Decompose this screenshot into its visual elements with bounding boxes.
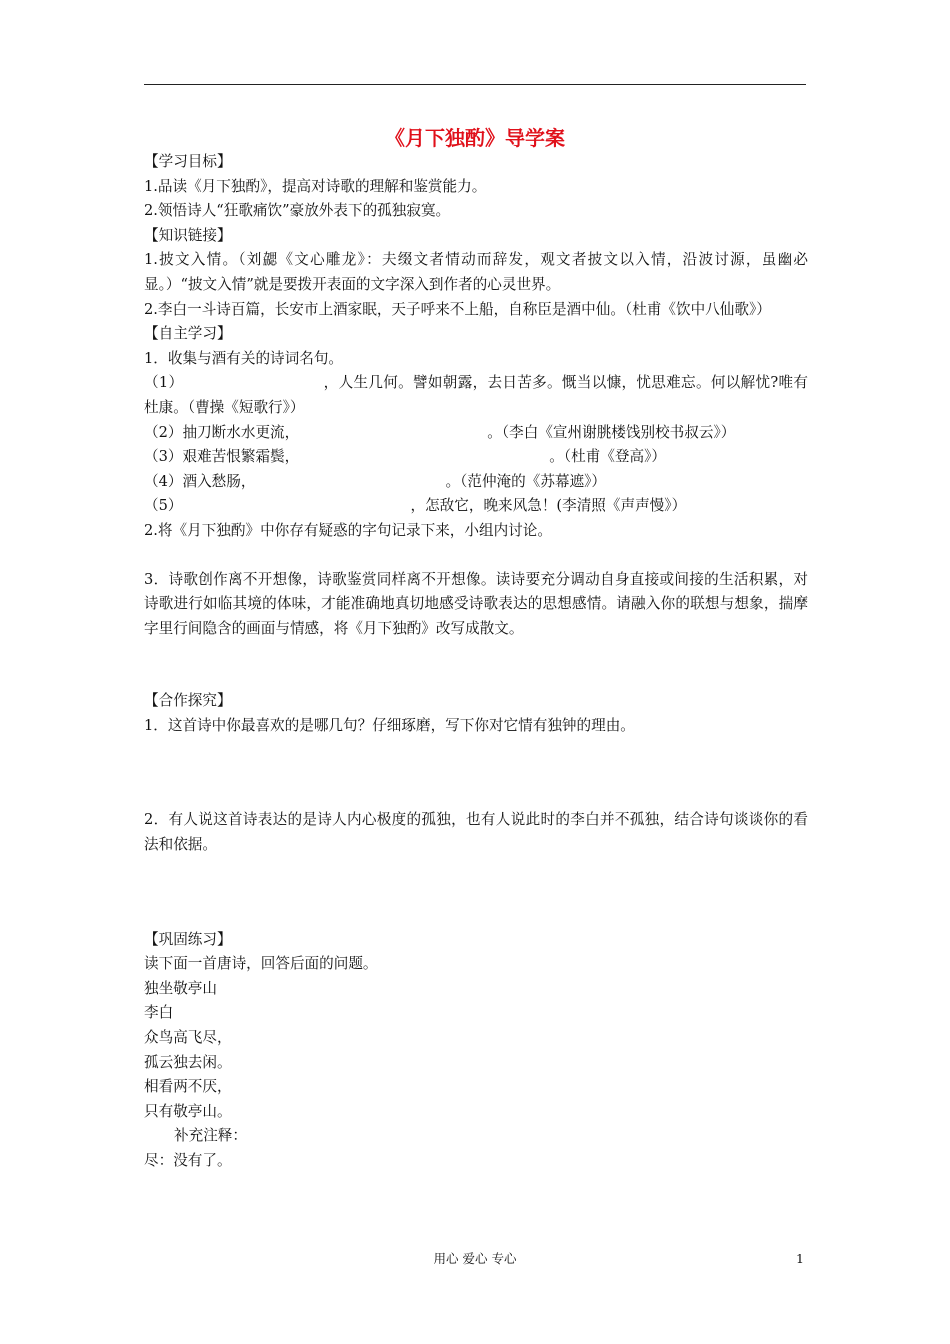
poem-line: 众鸟高飞尽，: [144, 1029, 232, 1047]
self-study-question: 2.将《月下独酌》中你存有疑惑的字句记录下来，小组内讨论。: [144, 521, 552, 539]
section-header-cooperation: 【合作探究】: [144, 692, 232, 710]
poem-number: （3）: [144, 448, 183, 466]
section-header-knowledge: 【知识链接】: [144, 226, 232, 244]
cooperation-question: 2．有人说这首诗表达的是诗人内心极度的孤独，也有人说此时的李白并不孤独，结合诗句谈谈你的看法和依据。: [144, 811, 808, 854]
poem-text: 。（范仲淹的《苏幕遮》）: [445, 472, 606, 490]
note-text: 尽：没有了。: [144, 1152, 232, 1169]
poem-line: 孤云独去闲。: [144, 1053, 232, 1071]
self-study-question: 3．诗歌创作离不开想像，诗歌鉴赏同样离不开想像。读诗要充分调动自身直接或间接的生活积累，对诗歌进行如临其境的体味，才能准确地真切地感受诗歌表达的思想感情。请融入你的联想与想象，揣摩字里行间隐含的画面与情感，将《月下独酌》改写成散文。: [144, 570, 808, 637]
practice-intro: 读下面一首唐诗，回答后面的问题。: [144, 955, 378, 973]
poem-text: 。（李白《宣州谢朓楼饯别校书叔云》）: [487, 423, 736, 441]
poem-line: 相看两不厌，: [144, 1078, 232, 1096]
page-footer: 用心 爱心 专心: [433, 1251, 517, 1266]
poem-title: 独坐敬亭山: [144, 979, 217, 997]
poem-number: （5）: [144, 497, 183, 515]
header-rule: [144, 84, 806, 85]
answer-space: [144, 738, 808, 808]
poem-text: 酒入愁肠，: [182, 472, 256, 490]
goal-item: 2.领悟诗人“狂歌痛饮”豪放外表下的孤独寂寞。: [144, 202, 451, 220]
poem-text: 艰难苦恨繁霜鬓，: [182, 448, 300, 466]
note-header: 补充注释：: [174, 1127, 247, 1145]
poem-fill-item: [144, 421, 808, 446]
document-body: [144, 150, 808, 1174]
answer-space: [144, 858, 808, 928]
poem-fill-item: [144, 470, 808, 495]
page-title: 《月下独酌》导学案: [385, 126, 565, 150]
poem-text: 抽刀断水水更流，: [182, 423, 300, 441]
poem-number: （1）: [144, 374, 184, 392]
knowledge-item: 2.李白一斗诗百篇，长安市上酒家眠，天子呼来不上船，自称臣是酒中仙。（杜甫《饮中八仙歌》）: [144, 300, 771, 318]
poem-fill-item: [144, 494, 808, 519]
answer-space: [144, 641, 808, 689]
poem-fill-item: [144, 445, 808, 470]
poem-author: 李白: [144, 1004, 174, 1022]
poem-text: ，怎敌它，晚来风急！(李清照《声声慢》）: [410, 497, 687, 515]
knowledge-item: 1.披文入情。（刘勰《文心雕龙》：夫缀文者情动而辞发，观文者披文以入情，沿波讨源，虽幽必显。）“披文入情”就是要拨开表面的文字深入到作者的心灵世界。: [144, 251, 808, 293]
answer-space: [144, 544, 808, 568]
poem-line: 只有敬亭山。: [144, 1102, 232, 1120]
goal-item: 1.品读《月下独酌》，提高对诗歌的理解和鉴赏能力。: [144, 177, 487, 195]
poem-number: （2）: [144, 423, 183, 441]
cooperation-question: 1．这首诗中你最喜欢的是哪几句？仔细琢磨，写下你对它情有独钟的理由。: [144, 716, 635, 734]
poem-number: （4）: [144, 472, 183, 490]
poem-text: 。（杜甫《登高》）: [549, 448, 666, 466]
section-header-practice: 【巩固练习】: [144, 930, 232, 948]
poem-text: ，人生几何。譬如朝露，去日苦多。慨当以慷，忧思难忘。何以解忧?唯有杜康。（曹操《短歌行》）: [144, 374, 808, 416]
page-number: 1: [796, 1251, 804, 1266]
section-header-self-study: 【自主学习】: [144, 325, 232, 343]
poem-fill-item: [144, 371, 808, 420]
section-header-goals: 【学习目标】: [144, 153, 232, 170]
self-study-question: 1．收集与酒有关的诗词名句。: [144, 349, 344, 367]
